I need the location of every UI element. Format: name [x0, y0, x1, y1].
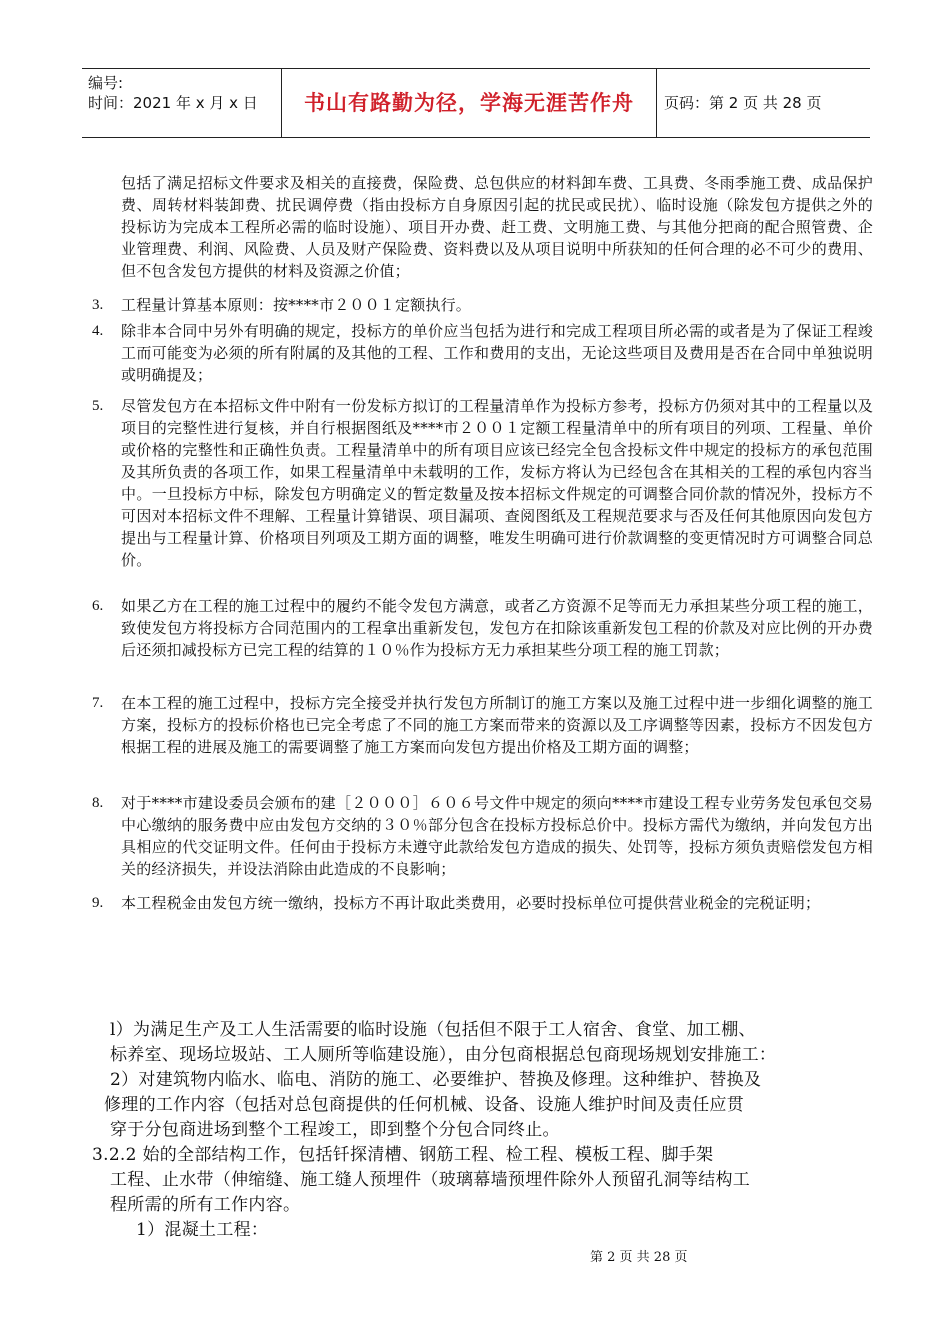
item-text: 工程量计算基本原则：按****市２００１定额执行。 [121, 296, 472, 314]
lower-line: 2）对建筑物内临水、临电、消防的施工、必要维护、替换及修理。这种维护、替换及 [110, 1070, 762, 1090]
lower-line: 标养室、现场垃圾站、工人厕所等临建设施），由分包商根据总包商现场规划安排施工： [110, 1045, 777, 1065]
item-number: 8. [92, 795, 104, 811]
item-text: 对于****市建设委员会颁布的建［２０００］６０６号文件中规定的须向****市建设工程专业劳务发包承包交易中心缴纳的服务费中应由发包方交纳的３０％部分包含在投标方投标总价中。投标方需代为缴纳，并向发包方出具相应的代交证明文件。任何由于投标方未遵守此款给发包方造成的损失、处罚等，投标方须负责赔偿发包方相关的经济损失，并设法消除由此造成的不良影响； [121, 794, 873, 878]
header-meta [88, 73, 278, 113]
lower-line: 修理的工作内容（包括对总包商提供的任何机械、设备、设施人维护时间及责任应贯 [104, 1095, 745, 1115]
item-text: 在本工程的施工过程中，投标方完全接受并执行发包方所制订的施工方案以及施工过程中进一步细化调整的施工方案，投标方的投标价格也已完全考虑了不同的施工方案而带来的资源以及工序调整等因素，投标方不因发包方根据工程的进展及施工的需要调整了施工方案而向发包方提出价格及工期方面的调整； [121, 694, 873, 756]
item-number: 4. [92, 323, 104, 339]
page-header [82, 68, 870, 138]
item-number: 5. [92, 398, 104, 414]
lower-line: 穿于分包商进场到整个工程竣工，即到整个分包合同终止。 [110, 1120, 560, 1140]
item-text: 除非本合同中另外有明确的规定，投标方的单价应当包括为进行和完成工程项目所必需的或者是为了保证工程竣工而可能变为必须的所有附属的及其他的工程、工作和费用的支出，无论这些项目及费用是否在合同中单独说明或明确提及； [121, 322, 873, 384]
item-number: 3. [92, 297, 104, 313]
time-label: 时间：2021 年 x 月 x 日 [88, 94, 258, 112]
lower-line: 3.2.2 始的全部结构工作，包括钎探清槽、钢筋工程、检工程、模板工程、脚手架 [92, 1145, 714, 1165]
lower-line: 1）混凝土工程： [136, 1220, 269, 1240]
intro-paragraph: 包括了满足招标文件要求及相关的直接费，保险费、总包供应的材料卸车费、工具费、冬雨季施工费、成品保护费、周转材料装卸费、扰民调停费（指由投标方自身原因引起的扰民或民扰）、临时设施（除发包方提供之外的投标访为完成本工程所必需的临时设施）、项目开办费、赶工费、文明施工费、与其他分把商的配合照管费、企业管理费、利润、风险费、人员及财产保险费、资料费以及从项目说明中所获知的任何合理的必不可少的费用、但不包含发包方提供的材料及资源之价值； [121, 174, 873, 280]
item-text: 如果乙方在工程的施工过程中的履约不能令发包方满意，或者乙方资源不足等而无力承担某些分项工程的施工，致使发包方将投标方合同范围内的工程拿出重新发包，发包方在扣除该重新发包工程的价款及对应比例的开办费后还须扣减投标方已完工程的结算的１０％作为投标方无力承担某些分项工程的施工罚款； [121, 597, 873, 659]
item-text: 本工程税金由发包方统一缴纳，投标方不再计取此类费用，必要时投标单位可提供营业税金的完税证明； [121, 894, 821, 912]
lower-line: 程所需的所有工作内容。 [110, 1195, 301, 1215]
item-text: 尽管发包方在本招标文件中附有一份发标方拟订的工程量清单作为投标方参考，投标方仍须对其中的工程量以及项目的完整性进行复核，并自行根据图纸及****市２００１定额工程量清单中的所有项目的列项、工程量、单价或价格的完整性和正确性负责。工程量清单中的所有项目应该已经完全包含投标文件中规定的投标方的承包范围及其所负责的各项工作，如果工程量清单中未载明的工作，发标方将认为已经包含在其相关的工程的承包内容当中。一旦投标方中标，除发包方明确定义的暂定数量及按本招标文件规定的可调整合同价款的情况外，投标方不可因对本招标文件不理解、工程量计算错误、项目漏项、查阅图纸及工程规范要求与否及任何其他原因向发包方提出与工程量计算、价格项目列项及工期方面的调整，唯发生明确可进行价款调整的变更情况时方可调整合同总价。 [121, 397, 873, 569]
lower-line: l）为满足生产及工人生活需要的临时设施（包括但不限于工人宿舍、食堂、加工棚、 [110, 1020, 756, 1040]
item-number: 7. [92, 695, 104, 711]
header-divider [656, 69, 657, 137]
page-footer: 第 2 页 共 28 页 [590, 1250, 688, 1265]
header-page-info: 页码：第 2 页 共 28 页 [664, 94, 822, 112]
lower-line: 工程、止水带（伸缩缝、施工缝人预埋件（玻璃幕墙预埋件除外人预留孔洞等结构工 [110, 1170, 751, 1190]
doc-number-label: 编号: [88, 74, 124, 92]
header-motto: 书山有路勤为径，学海无涯苦作舟 [304, 91, 634, 115]
item-number: 9. [92, 895, 104, 911]
item-number: 6. [92, 598, 104, 614]
